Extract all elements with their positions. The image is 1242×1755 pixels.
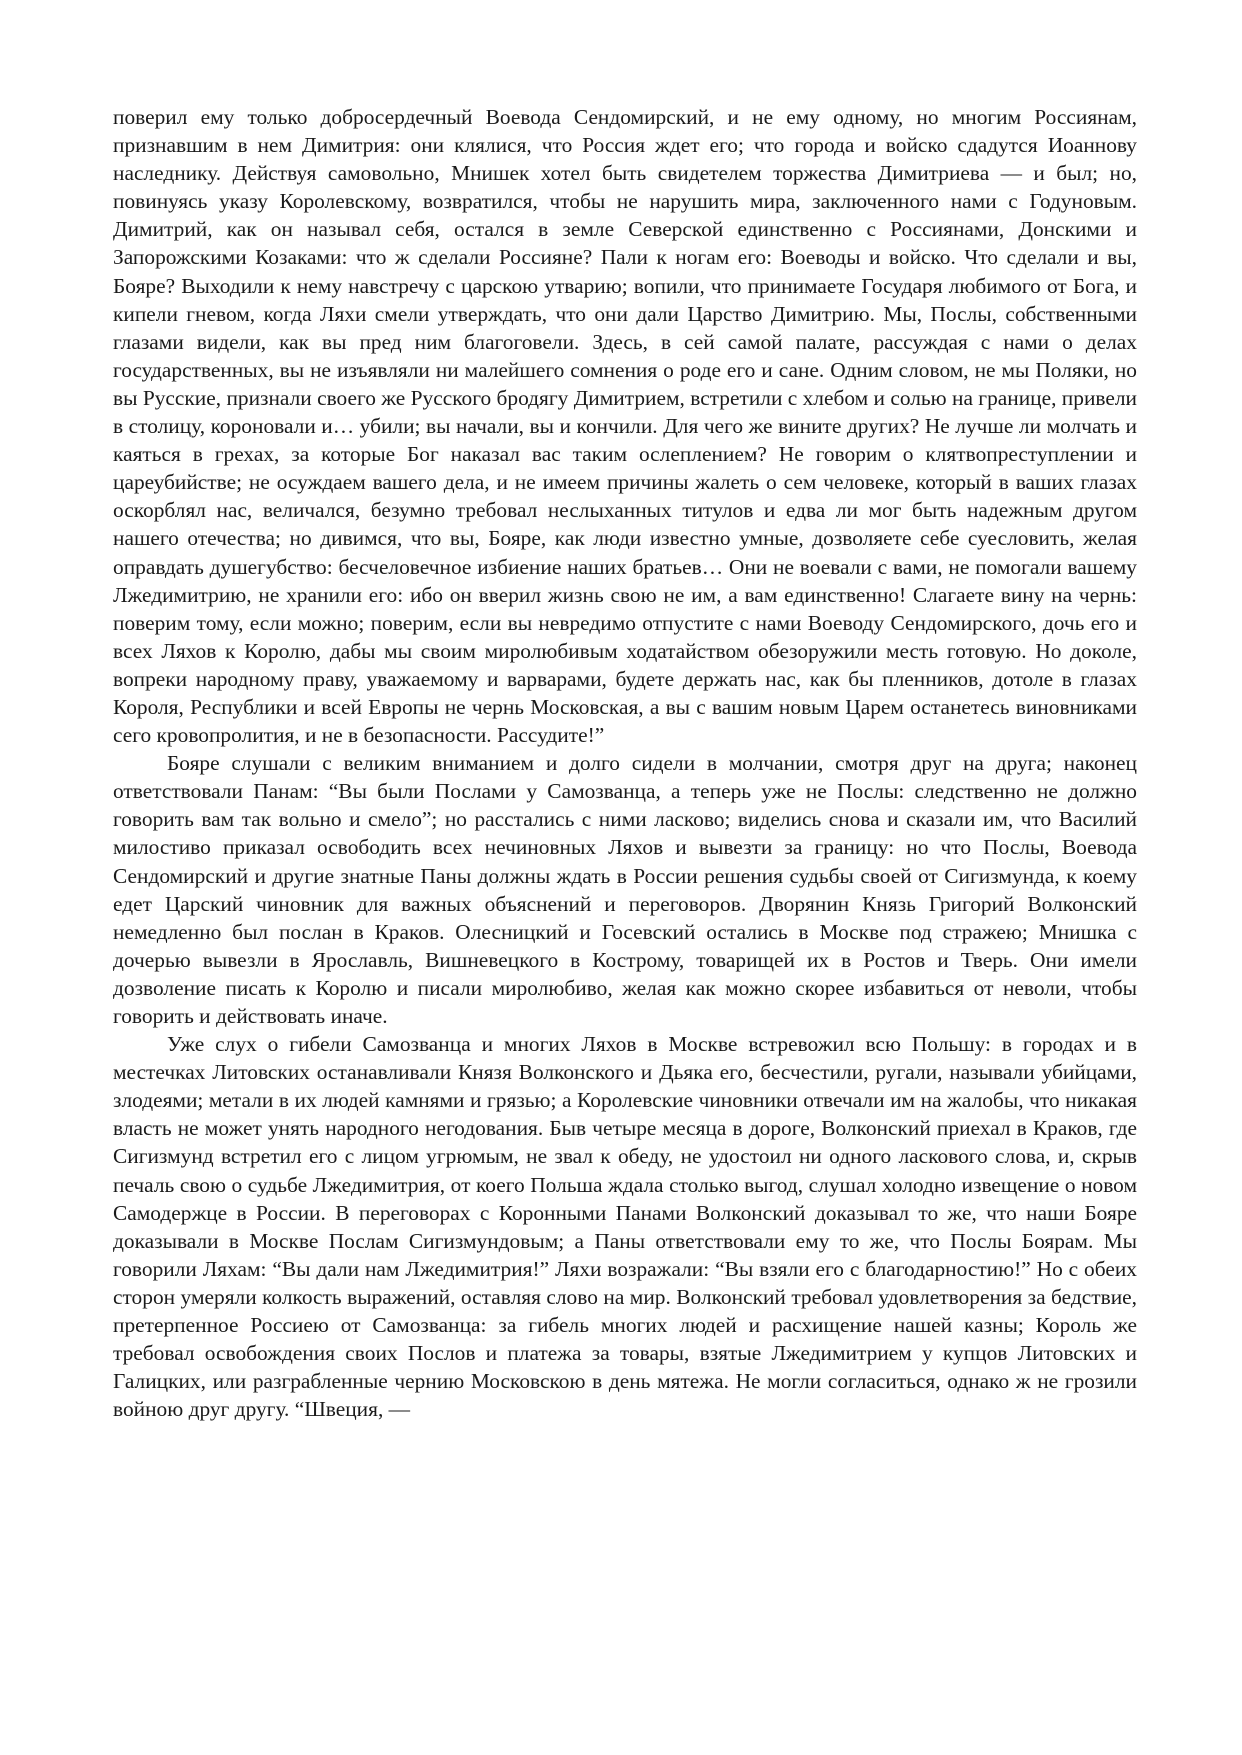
document-page bbox=[113, 103, 1137, 1423]
paragraph-2: Бояре слушали с великим вниманием и долго сидели в молчании, смотря друг на друга; наконец ответствовали Панам: “Вы были Послами у Самозванца, а теперь уже не Послы: следственно не должно говорить вам так вольно и смело”; но расстались с ними ласково; виделись снова и сказали им, что Василий милостиво приказал освободить всех нечиновных Ляхов и вывезти за границу: но что Послы, Воевода Сендомирский и другие знатные Паны должны ждать в России решения судьбы своей от Сигизмунда, к коему едет Царский чиновник для важных объяснений и переговоров. Дворянин Князь Григорий Волконский немедленно был послан в Краков. Олесницкий и Госевский остались в Москве под стражею; Мнишка с дочерью вывезли в Ярославль, Вишневецкого в Кострому, товарищей их в Ростов и Тверь. Они имели дозволение писать к Королю и писали миролюбиво, желая как можно скорее избавиться от неволи, чтобы говорить и действовать иначе. bbox=[113, 751, 1137, 1028]
paragraph-3: Уже слух о гибели Самозванца и многих Ляхов в Москве встревожил всю Польшу: в городах и в местечках Литовских останавливали Князя Волконского и Дьяка его, бесчестили, ругали, называли убийцами, злодеями; метали в их людей камнями и грязью; а Королевские чиновники отвечали им на жалобы, что никакая власть не может унять народного негодования. Быв четыре месяца в дороге, Волконский приехал в Краков, где Сигизмунд встретил его с лицом угрюмым, не звал к обеду, не удостоил ни одного ласкового слова, и, скрыв печаль свою о судьбе Лжедимитрия, от коего Польша ждала столько выгод, слушал холодно извещение о новом Самодержце в России. В переговорах с Коронными Панами Волконский доказывал то же, что наши Бояре доказывали в Москве Послам Сигизмундовым; а Паны ответствовали ему то же, что Послы Боярам. Мы говорили Ляхам: “Вы дали нам Лжедимитрия!” Ляхи возражали: “Вы взяли его с благодарностию!” Но с обеих сторон умеряли колкость выражений, оставляя слово на мир. Волконский требовал удовлетворения за бедствие, претерпенное Россиею от Самозванца: за гибель многих людей и расхищение нашей казны; Король же требовал освобождения своих Послов и платежа за товары, взятые Лжедимитрием у купцов Литовских и Галицких, или разграбленные чернию Московскою в день мятежа. Не могли согласиться, однако ж не грозили войною друг другу. “Швеция, — bbox=[113, 1032, 1137, 1422]
paragraph-1: поверил ему только добросердечный Воевода Сендомирский, и не ему одному, но многим Россиянам, признавшим в нем Димитрия: они клялися, что Россия ждет его; что города и войско сдадутся Иоаннову наследнику. Действуя самовольно, Мнишек хотел быть свидетелем торжества Димитриева — и был; но, повинуясь указу Королевскому, возвратился, чтобы не нарушить мира, заключенного нами с Годуновым. Димитрий, как он называл себя, остался в земле Северской единственно с Россиянами, Донскими и Запорожскими Козаками: что ж сделали Россияне? Пали к ногам его: Воеводы и войско. Что сделали и вы, Бояре? Выходили к нему навстречу с царскою утварию; вопили, что принимаете Государя любимого от Бога, и кипели гневом, когда Ляхи смели утверждать, что они дали Царство Димитрию. Мы, Послы, собственными глазами видели, как вы пред ним благоговели. Здесь, в сей самой палате, рассуждая с нами о делах государственных, вы не изъявляли ни малейшего сомнения о роде его и сане. Одним словом, не мы Поляки, но вы Русские, признали своего же Русского бродягу Димитрием, встретили с хлебом и солью на границе, привели в столицу, короновали и… убили; вы начали, вы и кончили. Для чего же вините других? Не лучше ли молчать и каяться в грехах, за которые Бог наказал вас таким ослеплением? Не говорим о клятвопреступлении и цареубийстве; не осуждаем вашего дела, и не имеем причины жалеть о сем человеке, который в ваших глазах оскорблял нас, величался, безумно требовал неслыханных титулов и едва ли мог быть надежным другом нашего отечества; но дивимся, что вы, Бояре, как люди известно умные, дозволяете себе суесловить, желая оправдать душегубство: бесчеловечное избиение наших братьев… Они не воевали с вами, не помогали вашему Лжедимитрию, не хранили его: ибо он вверил жизнь свою не им, а вам единственно! Слагаете вину на чернь: поверим тому, если можно; поверим, если вы невредимо отпустите с нами Воеводу Сендомирского, дочь его и всех Ляхов к Королю, дабы мы своим миролюбивым ходатайством обезоружили месть готовую. Но доколе, вопреки народному праву, уважаемому и варварами, будете держать нас, как бы пленников, дотоле в глазах Короля, Республики и всей Европы не чернь Московская, а вы с вашим новым Царем останетесь виновниками сего кровопролития, и не в безопасности. Рассудите!” bbox=[113, 105, 1137, 748]
